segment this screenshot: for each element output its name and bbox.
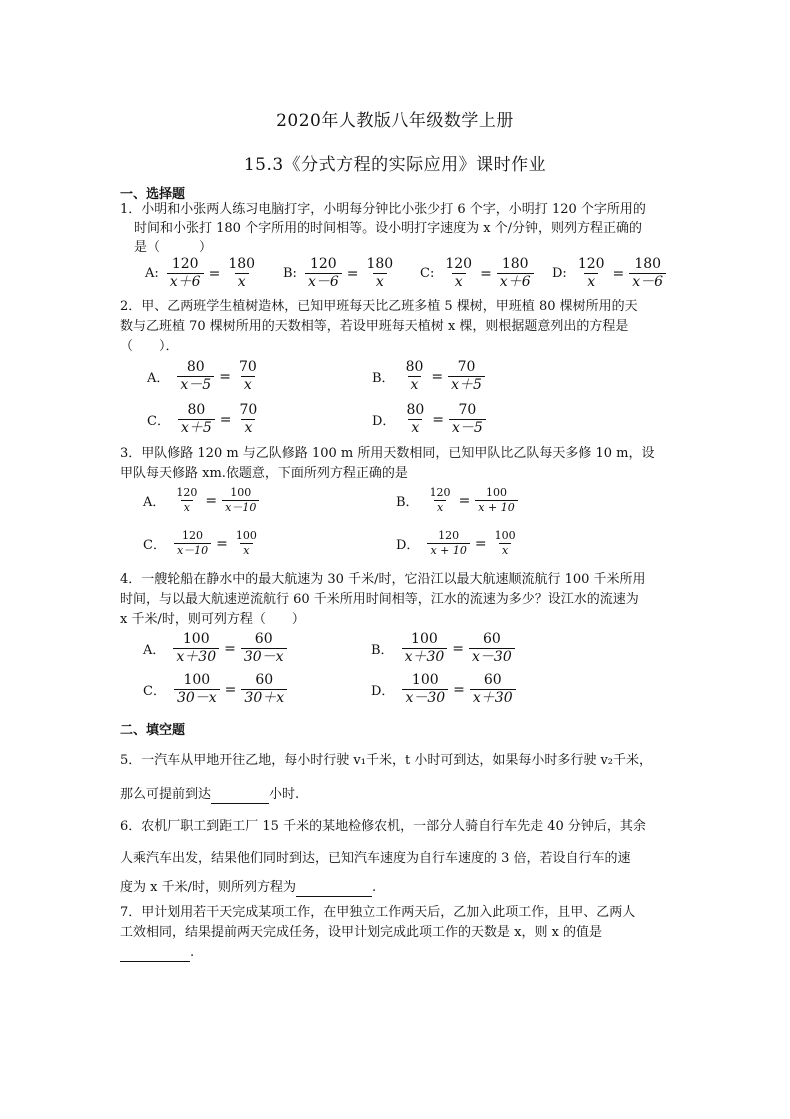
- page-title: 2020年人教版八年级数学上册: [276, 111, 514, 131]
- fraction-left: $\frac{80}{x+5}$: [178, 402, 215, 437]
- fraction-left: $\frac{100}{30-x}$: [174, 672, 220, 707]
- q7-line-1: 7．甲计划用若干天完成某项工作，在甲独立工作两天后，乙加入此项工作，且甲、乙两人: [120, 905, 636, 920]
- equals-sign: =: [208, 265, 221, 282]
- fraction-left: $\frac{120}{x}$: [429, 486, 451, 514]
- option-label: D:: [552, 266, 567, 281]
- q3-line-2: 甲队每天修路 xm.依题意，下面所列方程正确的是: [120, 466, 408, 481]
- q2-option-a[interactable]: [147, 359, 262, 394]
- option-label: D．: [372, 414, 396, 429]
- option-label: A．: [147, 371, 170, 386]
- q5-answer-blank[interactable]: [211, 789, 269, 804]
- fraction-right: $\frac{180}{x}$: [228, 256, 256, 290]
- q1-line-1: 1．小明和小张两人练习电脑打字，小明每分钟比小张少打 6 个字，小明打 120 个字所用的: [120, 202, 646, 217]
- option-label: A:: [145, 266, 159, 281]
- q1-option-c[interactable]: [420, 256, 536, 291]
- option-label: A．: [143, 643, 166, 658]
- equals-sign: =: [219, 411, 232, 428]
- option-label: C:: [420, 266, 435, 281]
- option-label: C．: [147, 414, 170, 429]
- q4-line-3: x 千米/时，则可列方程（ ）: [120, 612, 305, 627]
- fraction-left: $\frac{120}{x + 10}$: [427, 529, 469, 558]
- q3-option-c[interactable]: [143, 529, 262, 558]
- fraction-left: $\frac{120}{x-10}$: [174, 529, 211, 558]
- fraction-right: $\frac{60}{30-x}$: [241, 631, 287, 666]
- q4-line-1: 4．一艘轮船在静水中的最大航速为 30 千米/时，它沿江以最大航速顺流航行 100 千米所用: [120, 572, 646, 587]
- q6-line-3-tail: .: [371, 880, 377, 895]
- q1-line-3: 是（ ）: [134, 240, 213, 255]
- q2-option-c[interactable]: [147, 402, 262, 437]
- q4-line-2: 时间，与以最大航速逆流航行 60 千米所用时间相等，江水的流速为多少？设江水的流速为: [120, 592, 639, 607]
- fraction-left: $\frac{100}{x-30}$: [402, 672, 448, 707]
- equals-sign: =: [480, 265, 492, 282]
- option-label: C．: [143, 538, 166, 553]
- q4-option-a[interactable]: [143, 631, 289, 666]
- equals-sign: =: [205, 492, 218, 509]
- fraction-left: $\frac{80}{x-5}$: [177, 359, 214, 394]
- fraction-left: $\frac{120}{x+6}$: [167, 256, 204, 291]
- fraction-right: $\frac{60}{x-30}$: [469, 631, 515, 666]
- option-label: B:: [283, 266, 297, 281]
- q5-line-2-text: 那么可提前到达: [120, 787, 212, 802]
- fraction-right: $\frac{100}{x-10}$: [222, 486, 259, 515]
- option-label: B．: [372, 371, 395, 386]
- fraction-right: $\frac{60}{30+x}$: [241, 672, 287, 707]
- q6-line-1: 6．农机厂职工到距工厂 15 千米的某地检修农机，一部分人骑自行车先走 40 分钟后，其余: [120, 819, 646, 834]
- equals-sign: =: [474, 535, 487, 552]
- option-label: C．: [143, 684, 166, 699]
- fraction-right: $\frac{70}{x}$: [238, 359, 257, 393]
- section-choice-heading: 一、选择题: [120, 187, 186, 202]
- section-fill-heading: 二、填空题: [120, 723, 186, 738]
- fraction-left: $\frac{100}{x+30}$: [402, 631, 448, 666]
- page-subtitle: 15.3《分式方程的实际应用》课时作业: [243, 155, 547, 175]
- q3-option-a[interactable]: [143, 486, 261, 515]
- fraction-right: $\frac{60}{x+30}$: [470, 672, 516, 707]
- equals-sign: =: [216, 535, 228, 552]
- option-label: D．: [371, 684, 395, 699]
- q3-option-b[interactable]: [396, 486, 520, 515]
- fraction-right: $\frac{180}{x}$: [366, 256, 394, 290]
- q7-line-3: [120, 944, 194, 962]
- fraction-right: $\frac{100}{x + 10}$: [475, 486, 517, 515]
- q6-line-3-text: 度为 x 千米/时，则所列方程为: [120, 880, 296, 895]
- q7-line-2: 工效相同，结果提前两天完成任务，设甲计划完成此项工作的天数是 x，则 x 的值是: [120, 925, 603, 940]
- fraction-left: $\frac{100}{x+30}$: [173, 631, 219, 666]
- fraction-left: $\frac{120}{x-6}$: [305, 256, 342, 291]
- option-label: D．: [396, 538, 420, 553]
- q5-line-2-tail: 小时.: [269, 787, 300, 802]
- q1-line-2: 时间和小张打 180 个字所用的时间相等。设小明打字速度为 x 个/分钟，则列方程正确的: [134, 221, 643, 236]
- q2-option-d[interactable]: [372, 402, 488, 437]
- fraction-left: $\frac{120}{x}$: [176, 486, 198, 514]
- equals-sign: =: [458, 492, 471, 509]
- q5-line-1: 5．一汽车从甲地开往乙地，每小时行驶 v₁千米，t 小时可到达，如果每小时多行驶 v₂千米，: [120, 753, 653, 768]
- fraction-right: $\frac{70}{x+5}$: [448, 359, 485, 394]
- q7-answer-blank[interactable]: [120, 947, 190, 962]
- q7-line-3-tail: .: [190, 945, 195, 960]
- equals-sign: =: [431, 368, 444, 385]
- q6-line-2: 人乘汽车出发，结果他们同时到达，已知汽车速度为自行车速度的 3 倍，若设自行车的速: [120, 851, 631, 866]
- fraction-right: $\frac{100}{x}$: [235, 529, 257, 557]
- q4-option-d[interactable]: [371, 672, 518, 707]
- equals-sign: =: [219, 368, 231, 385]
- equals-sign: =: [224, 681, 237, 698]
- q5-line-2: [120, 786, 299, 804]
- q1-option-b[interactable]: [283, 256, 398, 291]
- option-label: B．: [396, 495, 419, 510]
- fraction-right: $\frac{180}{x+6}$: [497, 256, 534, 291]
- fraction-right: $\frac{100}{x}$: [494, 529, 516, 557]
- fraction-right: $\frac{70}{x-5}$: [449, 402, 486, 437]
- fraction-right: $\frac{180}{x-6}$: [629, 256, 666, 291]
- equals-sign: =: [432, 411, 444, 428]
- fraction-left: $\frac{120}{x}$: [445, 256, 473, 290]
- q2-option-b[interactable]: [372, 359, 487, 394]
- fraction-left: $\frac{80}{x}$: [406, 402, 425, 436]
- q2-line-1: 2．甲、乙两班学生植树造林，已知甲班每天比乙班多植 5 棵树，甲班植 80 棵树所用的天: [120, 299, 638, 314]
- equals-sign: =: [453, 681, 465, 698]
- equals-sign: =: [346, 265, 359, 282]
- q4-option-c[interactable]: [143, 672, 289, 707]
- q2-line-2: 数与乙班植 70 棵树所用的天数相等，若设甲班每天植树 x 棵，则根据题意列出的方程是: [120, 319, 629, 334]
- fraction-right: $\frac{70}{x}$: [239, 402, 258, 436]
- q3-option-d[interactable]: [396, 529, 521, 558]
- equals-sign: =: [612, 265, 625, 282]
- q1-option-d[interactable]: [552, 256, 668, 291]
- option-label: B．: [371, 643, 394, 658]
- q1-option-a[interactable]: [145, 256, 260, 291]
- fraction-left: $\frac{120}{x}$: [577, 256, 605, 290]
- q3-line-1: 3．甲队修路 120 m 与乙队修路 100 m 所用天数相同，已知甲队比乙队每天多修 10 m，设: [120, 446, 655, 461]
- q4-option-b[interactable]: [371, 631, 517, 666]
- q6-answer-blank[interactable]: [296, 882, 372, 897]
- q6-line-3: [120, 879, 376, 897]
- option-label: A．: [143, 495, 166, 510]
- fraction-left: $\frac{80}{x}$: [405, 359, 424, 393]
- equals-sign: =: [224, 640, 236, 657]
- equals-sign: =: [452, 640, 465, 657]
- q2-line-3: （ ）．: [120, 339, 179, 354]
